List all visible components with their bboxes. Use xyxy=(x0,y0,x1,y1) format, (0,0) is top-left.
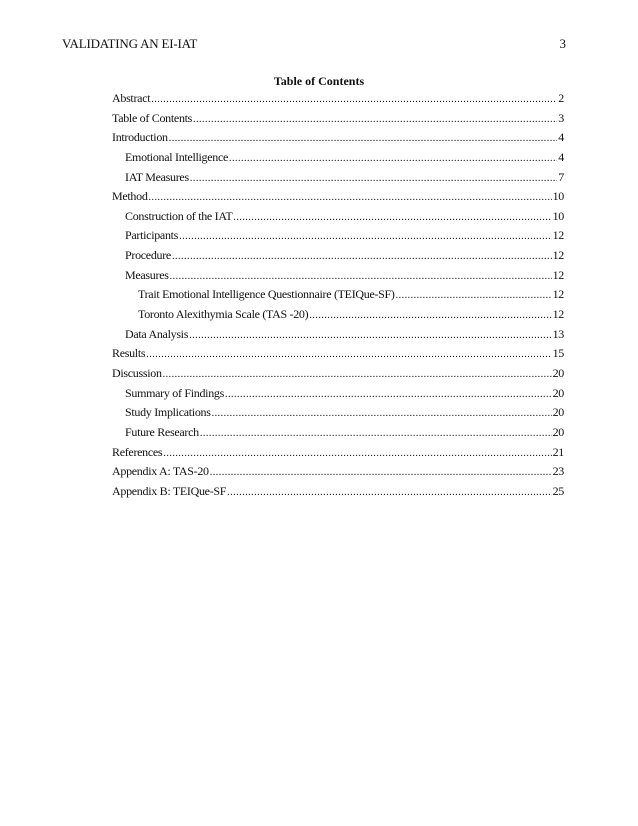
toc-entry[interactable] xyxy=(112,366,564,386)
toc-dot-leader xyxy=(169,133,558,144)
toc-entry-label: Table of Contents xyxy=(112,110,193,125)
toc-entry-page: 12 xyxy=(552,287,564,302)
toc-entry-label: Future Research xyxy=(125,424,199,439)
table-of-contents xyxy=(112,91,564,503)
toc-dot-leader xyxy=(149,192,552,203)
page-number: 3 xyxy=(559,36,566,51)
toc-entry[interactable] xyxy=(112,405,564,425)
toc-entry-label: References xyxy=(112,444,163,459)
toc-entry-label: Emotional Intelligence xyxy=(125,149,229,164)
toc-entry-label: Procedure xyxy=(125,248,171,263)
toc-dot-leader xyxy=(200,428,552,439)
toc-entry-page: 12 xyxy=(552,248,564,263)
toc-dot-leader xyxy=(212,408,552,419)
toc-entry-label: Appendix A: TAS-20 xyxy=(112,464,209,479)
toc-entry-page: 10 xyxy=(552,208,564,223)
toc-dot-leader xyxy=(309,310,551,321)
toc-dot-leader xyxy=(193,114,557,125)
toc-title: Table of Contents xyxy=(273,74,365,88)
toc-entry[interactable] xyxy=(112,445,564,465)
toc-dot-leader xyxy=(151,94,557,105)
toc-dot-leader xyxy=(225,389,552,400)
toc-entry-page: 12 xyxy=(552,228,564,243)
toc-entry-label: Measures xyxy=(125,267,169,282)
toc-entry[interactable] xyxy=(112,130,564,150)
toc-entry[interactable] xyxy=(112,170,564,190)
toc-entry[interactable] xyxy=(112,327,564,347)
toc-entry[interactable] xyxy=(112,189,564,209)
toc-entry-page: 2 xyxy=(558,91,564,105)
toc-entry-label: Data Analysis xyxy=(125,326,189,341)
toc-dot-leader xyxy=(229,153,557,164)
toc-dot-leader xyxy=(227,487,551,498)
toc-entry-page: 25 xyxy=(552,483,564,498)
toc-entry[interactable] xyxy=(112,464,564,484)
toc-entry-label: IAT Measures xyxy=(125,169,189,184)
toc-entry-page: 23 xyxy=(552,464,564,479)
toc-entry[interactable] xyxy=(112,268,564,288)
toc-entry[interactable] xyxy=(112,248,564,268)
toc-entry-label: Method xyxy=(112,189,148,204)
toc-entry-page: 3 xyxy=(558,110,564,125)
toc-entry-label: Toronto Alexithymia Scale (TAS -20) xyxy=(138,307,309,322)
toc-dot-leader xyxy=(163,369,552,380)
toc-entry[interactable] xyxy=(112,111,564,131)
toc-dot-leader xyxy=(396,290,552,301)
toc-entry[interactable] xyxy=(112,386,564,406)
toc-entry-page: 20 xyxy=(552,424,564,439)
toc-entry[interactable] xyxy=(112,346,564,366)
toc-entry-page: 13 xyxy=(552,326,564,341)
toc-entry-page: 15 xyxy=(552,346,564,361)
toc-entry-label: Study Implications xyxy=(125,405,211,420)
toc-entry-label: Appendix B: TEIQue-SF xyxy=(112,483,227,498)
toc-entry[interactable] xyxy=(112,91,564,111)
toc-entry-label: Participants xyxy=(125,228,179,243)
toc-entry-page: 12 xyxy=(552,267,564,282)
toc-entry[interactable] xyxy=(112,209,564,229)
toc-entry-page: 20 xyxy=(552,385,564,400)
toc-dot-leader xyxy=(163,448,551,459)
toc-entry-label: Discussion xyxy=(112,365,162,380)
toc-entry-page: 7 xyxy=(558,169,564,184)
toc-entry-page: 4 xyxy=(558,130,564,145)
toc-entry-page: 10 xyxy=(552,189,564,204)
toc-entry-label: Trait Emotional Intelligence Questionnaire (TEIQue-SF) xyxy=(138,287,395,302)
toc-entry-page: 4 xyxy=(558,149,564,164)
toc-dot-leader xyxy=(189,330,552,341)
toc-entry[interactable] xyxy=(112,228,564,248)
toc-entry-page: 20 xyxy=(552,405,564,420)
toc-dot-leader xyxy=(179,231,552,242)
toc-entry-label: Abstract xyxy=(112,91,151,105)
toc-entry[interactable] xyxy=(112,287,564,307)
toc-entry-label: Construction of the IAT xyxy=(125,208,233,223)
toc-dot-leader xyxy=(210,467,552,478)
toc-entry-page: 21 xyxy=(552,444,564,459)
toc-dot-leader xyxy=(172,251,552,262)
toc-entry-label: Introduction xyxy=(112,130,168,145)
toc-entry-label: Results xyxy=(112,346,146,361)
toc-dot-leader xyxy=(233,212,551,223)
toc-entry-page: 20 xyxy=(552,365,564,380)
toc-dot-leader xyxy=(190,173,557,184)
toc-entry[interactable] xyxy=(112,425,564,445)
toc-dot-leader xyxy=(170,271,552,282)
toc-entry-page: 12 xyxy=(552,307,564,322)
toc-entry[interactable] xyxy=(112,150,564,170)
toc-entry[interactable] xyxy=(112,307,564,327)
running-head: VALIDATING AN EI-IAT xyxy=(62,36,198,51)
toc-dot-leader xyxy=(146,349,551,360)
toc-entry-label: Summary of Findings xyxy=(125,385,224,400)
toc-entry[interactable] xyxy=(112,484,564,504)
